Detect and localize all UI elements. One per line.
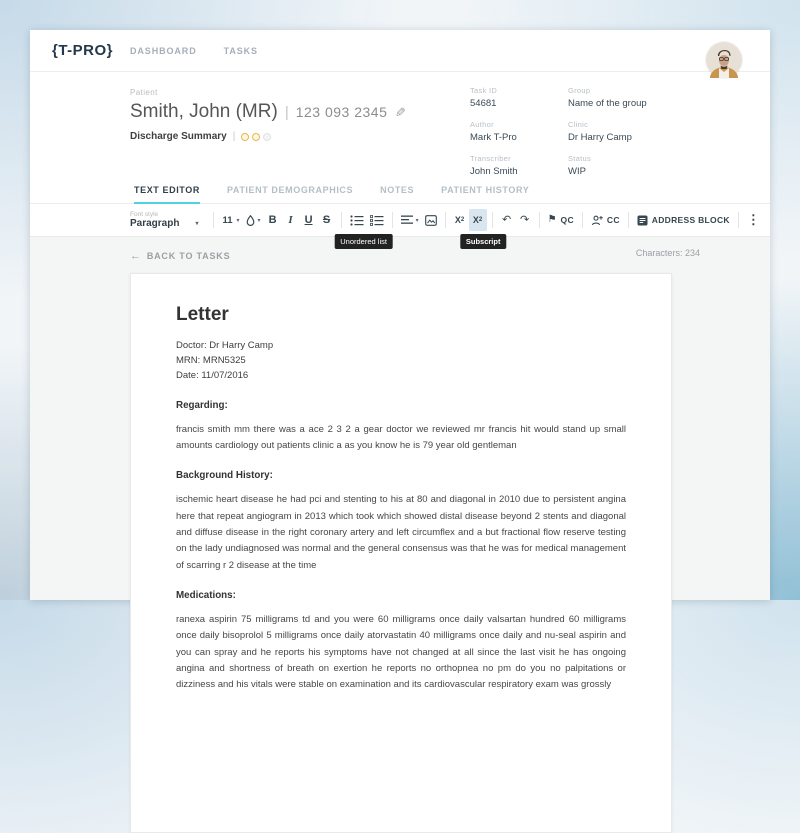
font-size-dropdown[interactable]: 11 ▾ <box>222 214 240 226</box>
toolbar-divider <box>213 212 214 228</box>
section-background-history <box>176 470 626 574</box>
tab-patient-history[interactable]: PATIENT HISTORY <box>441 185 530 195</box>
redo-button[interactable] <box>516 209 534 231</box>
meta-author: Author Mark T-Pro <box>470 120 517 143</box>
text-color-dropdown[interactable] <box>243 209 264 231</box>
top-navbar <box>30 30 770 72</box>
ordered-list-icon <box>370 215 384 226</box>
address-block-label: ADDRESS BLOCK <box>651 215 730 225</box>
tab-bar <box>30 180 770 204</box>
toolbar-divider <box>445 212 446 228</box>
back-to-tasks-label: BACK TO TASKS <box>146 251 231 261</box>
more-options-icon: ⋮ <box>746 212 760 227</box>
document-type-label: Discharge Summary <box>130 131 227 142</box>
bold-button[interactable]: B <box>268 214 277 226</box>
qc-button[interactable] <box>545 209 577 231</box>
subscript-button[interactable]: X 2 Subscript <box>469 209 487 231</box>
subscript-tooltip: Subscript <box>460 234 507 249</box>
meta-status: Status WIP <box>568 154 592 177</box>
redo-icon: ↷ <box>519 213 530 226</box>
doc-info-mrn: MRN: MRN5325 <box>176 355 246 367</box>
unordered-list-button[interactable] <box>340 209 387 246</box>
superscript-button[interactable]: X 2 <box>454 215 465 225</box>
patient-summary-section <box>30 72 770 180</box>
editor-canvas-area <box>30 237 770 691</box>
chevron-down-icon: ▾ <box>236 217 240 224</box>
insert-image-button[interactable] <box>422 209 440 231</box>
document-info-block <box>176 338 626 384</box>
app-window <box>30 30 770 691</box>
meta-task-id: Task ID 54681 <box>470 86 498 109</box>
patient-id-number: 123 093 2345 <box>295 104 388 120</box>
nav-tasks[interactable]: TASKS <box>223 45 258 56</box>
patient-separator: | <box>284 104 289 121</box>
cc-person-icon <box>591 215 603 226</box>
meta-clinic: Clinic Dr Harry Camp <box>568 120 632 143</box>
document-page[interactable] <box>130 273 672 833</box>
priority-dots <box>241 133 271 141</box>
priority-dot-2 <box>252 133 260 141</box>
section-body: ranexa aspirin 75 milligrams td and you were 60 milligrams once daily valsartan hundred 60 milligrams once daily bisoprolol 5 milligrams once daily atorvastatin 40 milligrams once daily and nu-seal aspirin and you can spray and he reports his symptoms have not changed at all since the last visit he has ongoing angina and shortness of breath on exertion he reports no orthopnea no pm do you no palpitations or dizziness and his vitals were stable on examination and its cardiovascular respiratory exam was grossly <box>176 613 626 691</box>
meta-transcriber: Transcriber John Smith <box>470 154 518 177</box>
unordered-list-icon <box>350 215 364 226</box>
section-heading: Background History: <box>176 470 273 482</box>
toolbar-divider <box>582 212 583 228</box>
meta-group: Group Name of the group <box>568 86 647 109</box>
document-title: Letter <box>176 304 229 325</box>
align-left-icon <box>401 215 413 225</box>
back-to-tasks-link[interactable] <box>130 250 230 262</box>
section-heading: Medications: <box>176 589 236 601</box>
tab-text-editor[interactable]: TEXT EDITOR <box>134 180 200 204</box>
address-block-button[interactable] <box>634 209 733 231</box>
address-block-icon <box>637 215 648 226</box>
toolbar-divider <box>539 212 540 228</box>
tpro-logo[interactable]: {T-PRO} <box>52 42 114 59</box>
undo-icon: ↶ <box>501 213 512 226</box>
character-count: Characters: 234 <box>635 248 700 258</box>
doc-info-doctor: Doctor: Dr Harry Camp <box>176 340 274 351</box>
back-arrow-icon: ← <box>130 250 142 262</box>
avatar-image <box>706 42 742 78</box>
toolbar-divider <box>392 212 393 228</box>
toolbar-divider <box>341 212 342 228</box>
unordered-list-tooltip: Unordered list <box>334 234 393 249</box>
cc-button[interactable] <box>588 209 623 231</box>
nav-dashboard[interactable]: DASHBOARD <box>130 45 197 56</box>
section-regarding <box>176 400 626 455</box>
tab-patient-demographics[interactable]: PATIENT DEMOGRAPHICS <box>226 185 354 195</box>
qc-label: QC <box>560 215 574 225</box>
task-metadata <box>470 86 647 177</box>
chevron-down-icon: ▾ <box>257 217 261 224</box>
flag-icon: ⚑ <box>547 214 557 225</box>
doc-info-date: Date: 11/07/2016 <box>176 370 249 382</box>
section-heading: Regarding: <box>176 399 228 411</box>
edit-pencil-icon[interactable]: ✎ <box>395 105 407 120</box>
toolbar-divider <box>738 212 739 228</box>
align-dropdown[interactable] <box>398 209 422 231</box>
more-options-button[interactable] <box>744 209 763 231</box>
undo-button[interactable] <box>498 209 516 231</box>
section-body: francis smith mm there was a ace 2 3 2 a gear doctor we reviewed mr francis hit would stand up small amounts cardiology out patients clinic a as you know he is 79 year old gentleman <box>176 423 626 451</box>
toolbar-divider <box>492 212 493 228</box>
cc-label: CC <box>606 215 620 225</box>
font-style-label: Font style <box>130 211 159 218</box>
patient-section-label: Patient <box>130 88 158 97</box>
ordered-list-button[interactable] <box>367 209 387 231</box>
italic-button[interactable]: I <box>288 214 293 226</box>
chevron-down-icon: ▾ <box>415 217 419 224</box>
priority-dot-3 <box>263 133 271 141</box>
user-avatar[interactable] <box>706 42 742 78</box>
tab-notes[interactable]: NOTES <box>380 185 415 195</box>
document-type-separator: | <box>232 131 236 142</box>
underline-button[interactable]: U <box>304 214 313 226</box>
chevron-down-icon: ▾ <box>195 221 199 227</box>
font-style-dropdown[interactable] <box>130 211 198 229</box>
image-icon <box>425 215 437 226</box>
editor-toolbar <box>30 204 770 246</box>
patient-name: Smith, John (MR) <box>130 101 278 122</box>
priority-dot-1 <box>241 133 249 141</box>
toolbar-divider <box>628 212 629 228</box>
font-style-value: Paragraph <box>130 218 180 229</box>
strikethrough-button[interactable]: S <box>322 214 331 226</box>
section-medications <box>176 590 626 694</box>
section-body: ischemic heart disease he had pci and stenting to his at 80 and diagonal in 2010 due to persistent angina here that repeat angiogram in 2013 which took which showed distal disease beyond 2 stents and diagonal and diffuse disease in the right coronary artery and left circumflex and a but fractional flow reserve testing on the lady undiagnosed was normal and the general consensus was that he was for medical management of scarring r 2 disease at the time <box>176 494 626 571</box>
main-nav <box>130 46 258 56</box>
color-droplet-icon <box>246 215 255 226</box>
